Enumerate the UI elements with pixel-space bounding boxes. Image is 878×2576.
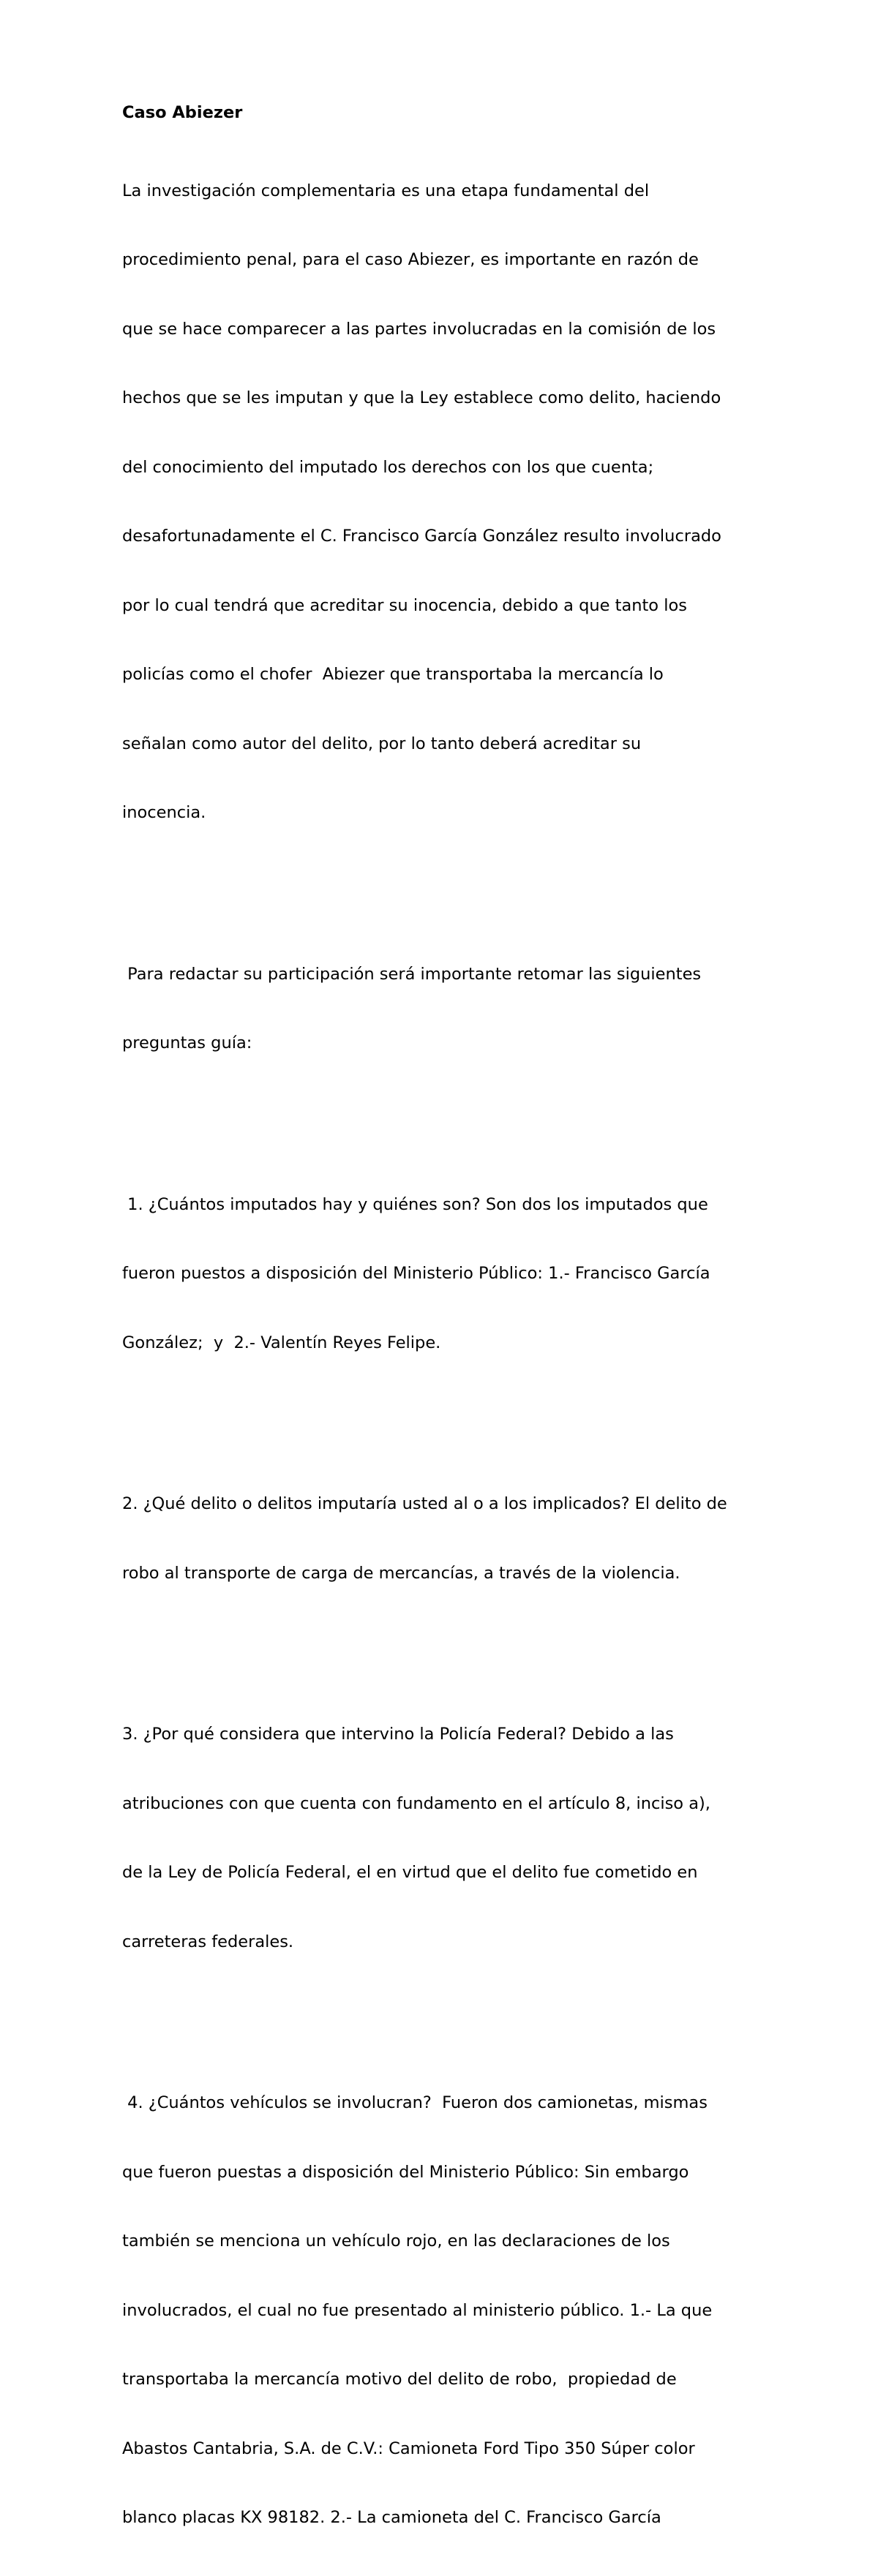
text-line: hechos que se les imputan y que la Ley establece como delito, haciendo <box>122 388 721 407</box>
text-line: de la Ley de Policía Federal, el en virtud que el delito fue cometido en <box>122 1863 698 1882</box>
text-line: desafortunadamente el C. Francisco García González resulto involucrado <box>122 527 721 546</box>
text-line: señalan como autor del delito, por lo tanto deberá acreditar su <box>122 734 642 753</box>
text-line: blanco placas KX 98182. 2.- La camioneta del C. Francisco García <box>122 2508 661 2527</box>
text-line: por lo cual tendrá que acreditar su inocencia, debido a que tanto los <box>122 595 687 615</box>
text-line: carreteras federales. <box>122 1932 294 1951</box>
text-line: 4. ¿Cuántos vehículos se involucran? Fueron dos camionetas, mismas <box>122 2093 708 2112</box>
text-line: atribuciones con que cuenta con fundamento en el artículo 8, inciso a), <box>122 1793 710 1813</box>
text-line: preguntas guía: <box>122 1033 252 1052</box>
text-line: que fueron puestas a disposición del Ministerio Público: Sin embargo <box>122 2162 689 2182</box>
text-line: involucrados, el cual no fue presentado al ministerio público. 1.- La que <box>122 2300 713 2320</box>
text-line: del conocimiento del imputado los derechos con los que cuenta; <box>122 457 654 477</box>
text-line: que se hace comparecer a las partes involucradas en la comisión de los <box>122 319 716 339</box>
text-line: fueron puestos a disposición del Ministerio Público: 1.- Francisco García <box>122 1264 710 1283</box>
text-line: La investigación complementaria es una etapa fundamental del <box>122 181 650 200</box>
text-line: 1. ¿Cuántos imputados hay y quiénes son? Son dos los imputados que <box>122 1194 708 1214</box>
text-line: inocencia. <box>122 803 206 822</box>
paragraph-question-3 <box>122 1677 766 2000</box>
paragraph-question-1 <box>122 1148 766 1401</box>
text-line: transportaba la mercancía motivo del delito de robo, propiedad de <box>122 2370 677 2389</box>
paragraph-question-4 <box>122 2046 766 2576</box>
text-line: robo al transporte de carga de mercancías, a través de la violencia. <box>122 1563 680 1583</box>
text-line: procedimiento penal, para el caso Abiezer, es importante en razón de <box>122 250 699 269</box>
document-page <box>122 102 766 2576</box>
document-title: Caso Abiezer <box>122 103 243 122</box>
text-line: policías como el chofer Abiezer que transportaba la mercancía lo <box>122 665 664 684</box>
text-line: Para redactar su participación será importante retomar las siguientes <box>122 964 702 984</box>
text-line: González; y 2.- Valentín Reyes Felipe. <box>122 1333 441 1352</box>
paragraph-question-2 <box>122 1447 766 1631</box>
text-line: también se menciona un vehículo rojo, en las declaraciones de los <box>122 2232 670 2251</box>
text-line: 3. ¿Por qué considera que intervino la Policía Federal? Debido a las <box>122 1725 674 1744</box>
paragraph-intro <box>122 134 766 871</box>
text-line: Abastos Cantabria, S.A. de C.V.: Camioneta Ford Tipo 350 Súper color <box>122 2438 695 2458</box>
text-line: 2. ¿Qué delito o delitos imputaría usted al o a los implicados? El delito de <box>122 1494 727 1513</box>
paragraph-guide <box>122 917 766 1101</box>
